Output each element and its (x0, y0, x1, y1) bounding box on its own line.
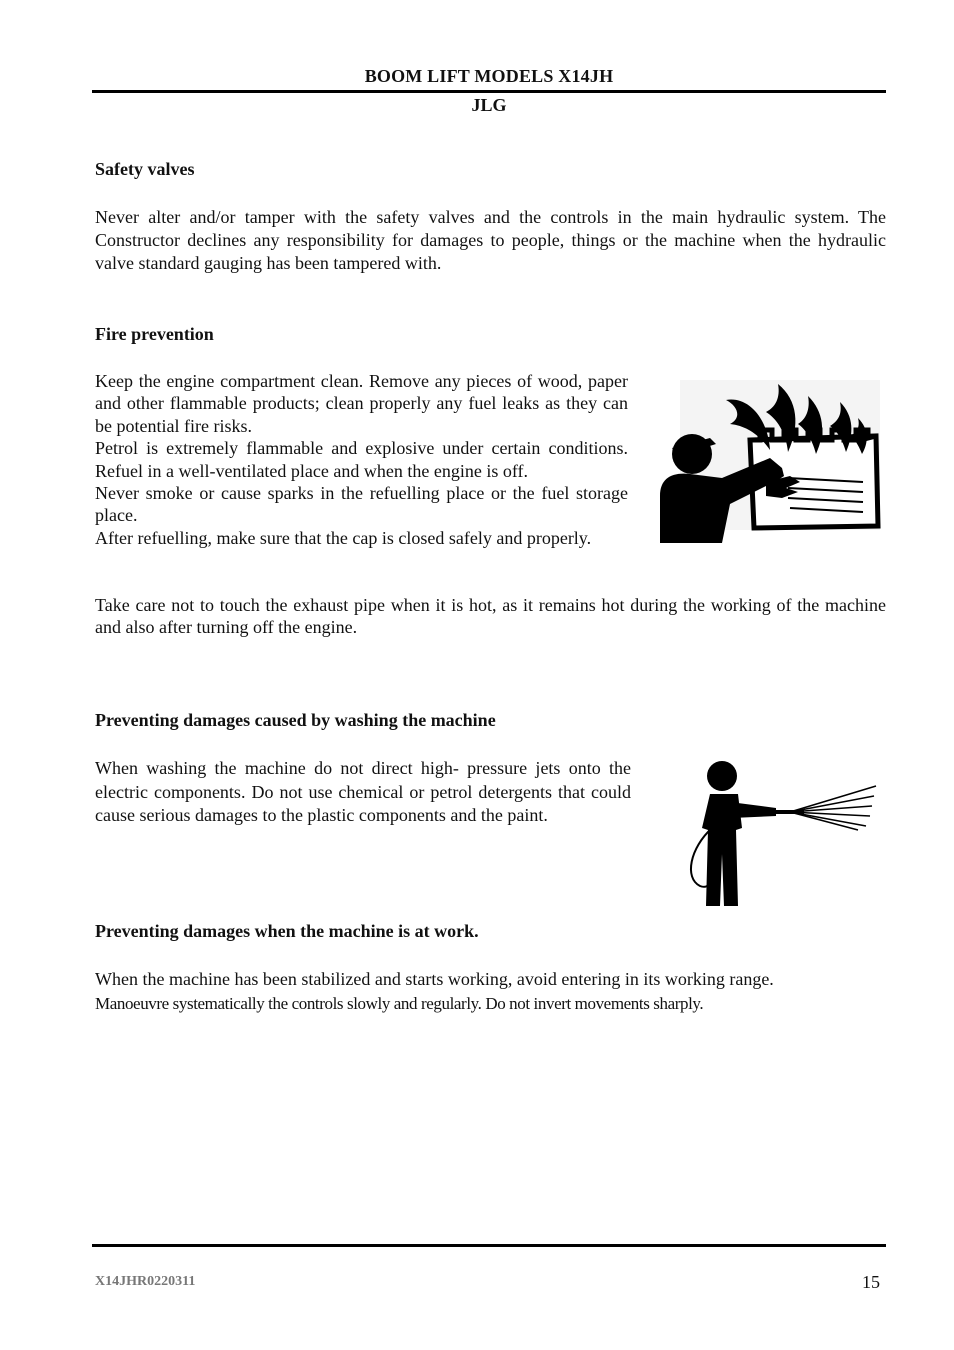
section-heading-at-work: Preventing damages when the machine is at work. (95, 921, 479, 941)
fire-prevention-text (95, 370, 628, 549)
footer-rule (92, 1244, 886, 1247)
fire-paragraph-2: Petrol is extremely flammable and explosive under certain conditions. Refuel in a well-ventilated place and when the engine is off. (95, 438, 628, 481)
section-heading-washing: Preventing damages caused by washing the machine (95, 710, 496, 730)
fire-hazard-illustration (658, 378, 882, 543)
washer-silhouette-shape (702, 761, 776, 906)
fire-paragraph-5: Take care not to touch the exhaust pipe when it is hot, as it remains hot during the working of the machine and also after turning off the engine. (95, 595, 886, 638)
water-jet-shape (790, 786, 876, 830)
section-heading-fire-prevention: Fire prevention (95, 324, 214, 344)
at-work-paragraph-2: Manoeuvre systematically the controls slowly and regularly. Do not invert movements sharply. (95, 993, 704, 1013)
header-rule (92, 90, 886, 93)
at-work-text (95, 968, 886, 1015)
fire-paragraph-1: Keep the engine compartment clean. Remove any pieces of wood, paper and other flammable products; clean properly any fuel leaks as they can be potential fire risks. (95, 371, 628, 436)
pressure-washing-illustration (680, 758, 880, 908)
section-heading-safety-valves: Safety valves (95, 159, 195, 179)
safety-valves-text (95, 206, 886, 275)
fire-paragraph-4: After refuelling, make sure that the cap is closed safely and properly. (95, 527, 592, 548)
safety-valves-paragraph: Never alter and/or tamper with the safety valves and the controls in the main hydraulic system. The Constructor declines any responsibility for damages to people, things or the machine when the hydraulic valve standard gauging has been tampered with. (95, 207, 886, 273)
washing-paragraph: When washing the machine do not direct high- pressure jets onto the electric components. Do not use chemical or petrol detergents that could cause serious damages to the plastic components and the paint. (95, 758, 631, 826)
page-number: 15 (862, 1272, 880, 1292)
document-code: X14JHR0220311 (95, 1274, 196, 1289)
washing-text (95, 757, 631, 828)
document-title: BOOM LIFT MODELS X14JH (364, 66, 614, 86)
page-header (92, 66, 886, 116)
brand-name: JLG (471, 95, 507, 115)
at-work-paragraph-1: When the machine has been stabilized and starts working, avoid entering in its working range. (95, 969, 774, 989)
fire-paragraph-3: Never smoke or cause sparks in the refuelling place or the fuel storage place. (95, 483, 628, 526)
fire-prevention-text-wide (95, 594, 886, 639)
